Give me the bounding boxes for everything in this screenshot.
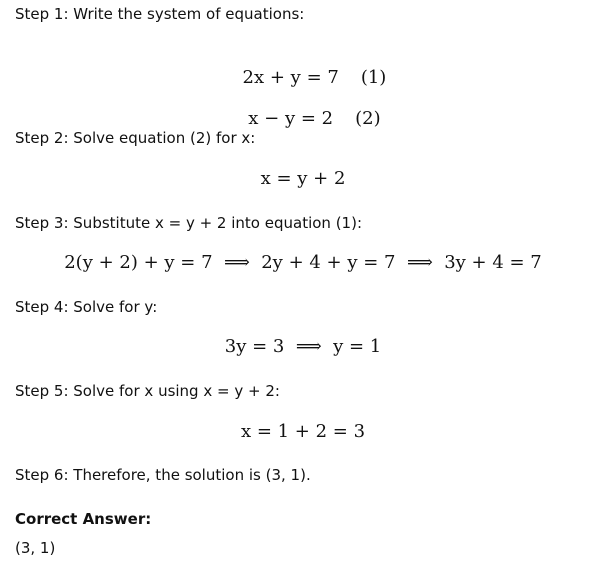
answer-value: (3, 1) [15,539,56,557]
equation-1-expr: 2x + y = 7 [242,67,339,88]
step-1-text: Step 1: Write the system of equations: [15,5,305,23]
equation-solve-x-value: x = 1 + 2 = 3 [240,421,366,442]
step-4-text: Step 4: Solve for y: [15,298,158,316]
equation-solve-x: x = y + 2 [260,168,346,189]
equation-2-expr: x − y = 2 [248,108,334,129]
step-3-text: Step 3: Substitute x = y + 2 into equation (1): [15,214,362,232]
step-5-text: Step 5: Solve for x using x = y + 2: [15,382,280,400]
equation-substitute: 2(y + 2) + y = 7 ⟹ 2y + 4 + y = 7 ⟹ 3y + 4 = 7 [64,252,542,273]
answer-label: Correct Answer: [15,510,152,528]
equation-2-tag: (2) [355,108,381,129]
step-2-text: Step 2: Solve equation (2) for x: [15,129,256,147]
step-6-text: Step 6: Therefore, the solution is (3, 1). [15,466,311,484]
equation-solve-y: 3y = 3 ⟹ y = 1 [224,336,382,357]
equation-1-tag: (1) [360,67,387,88]
